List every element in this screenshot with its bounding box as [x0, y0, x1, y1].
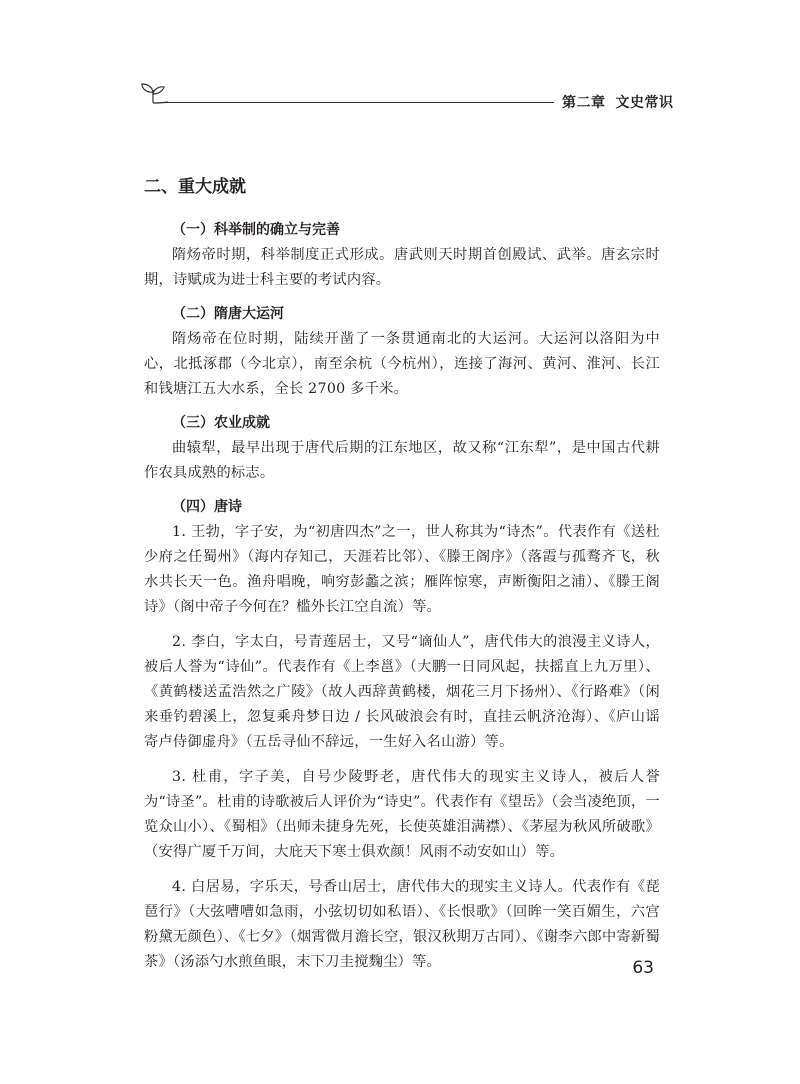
paragraph: 曲辕犁，最早出现于唐代后期的江东地区，故又称“江东犁”，是中国古代耕作农具成熟的标志。: [144, 440, 660, 481]
subsection-canal: [144, 303, 660, 402]
paragraph-wang-bo: 1. 王勃，字子安，为“初唐四杰”之一，世人称其为“诗杰”。代表作有《送杜少府之任蜀州》（海内存知己，天涯若比邻）、《滕王阁序》（落霞与孤鹜齐飞，秋水共长天一色。渔舟唱晚，响穷彭蠡之滨；雁阵惊寒，声断衡阳之浦）、《滕王阁诗》（阁中帝子今何在？槛外长江空自流）等。: [144, 524, 660, 615]
subsection-keju: [144, 219, 660, 293]
paragraph-li-bai: 2. 李白，字太白，号青莲居士，又号“谪仙人”，唐代伟大的浪漫主义诗人，被后人誉为“诗仙”。代表作有《上李邕》（大鹏一日同风起，扶摇直上九万里）、《黄鹤楼送孟浩然之广陵》（故人西辞黄鹤楼，烟花三月下扬州）、《行路难》（闲来垂钓碧溪上，忽复乘舟梦日边 / 长风破浪会有时，直挂云帆济沧海）、《庐山谣寄卢侍御虚舟》（五岳寻仙不辞远，一生好入名山游）等。: [144, 634, 660, 750]
chapter-title: 文史常识: [615, 95, 674, 111]
page-content: [144, 172, 660, 985]
running-header: [140, 80, 674, 120]
paragraph-bai-juyi: 4. 白居易，字乐天，号香山居士，唐代伟大的现实主义诗人。代表作有《琵琶行》（大弦嘈嘈如急雨，小弦切切如私语）、《长恨歌》（回眸一笑百媚生，六宫粉黛无颜色）、《七夕》（烟霄微月澹长空，银汉秋期万古同）、《谢李六郎中寄新蜀茶》（汤添勺水煎鱼眼，末下刀圭搅麴尘）等。: [144, 879, 660, 970]
subsection-heading: （四）唐诗: [172, 499, 242, 515]
paragraph: 隋炀帝在位时期，陆续开凿了一条贯通南北的大运河。大运河以洛阳为中心，北抵涿郡（今北京），南至余杭（今杭州），连接了海河、黄河、淮河、长江和钱塘江五大水系，全长 2700 多千米。: [144, 331, 660, 397]
subsection-heading: （二）隋唐大运河: [172, 306, 284, 322]
header-rule: [166, 102, 554, 103]
subsection-agriculture: [144, 412, 660, 486]
subsection-heading: （三）农业成就: [172, 415, 270, 431]
chapter-label: [562, 92, 674, 112]
subsection-tang-poetry: [144, 496, 660, 975]
subsection-heading: （一）科举制的确立与完善: [172, 222, 340, 238]
paragraph-du-fu: 3. 杜甫，字子美，自号少陵野老，唐代伟大的现实主义诗人，被后人誉为“诗圣”。杜甫的诗歌被后人评价为“诗史”。代表作有《望岳》（会当凌绝顶，一览众山小）、《蜀相》（出师未捷身先死，长使英雄泪满襟）、《茅屋为秋风所破歌》（安得广厦千万间，大庇天下寒士俱欢颜！风雨不动安如山）等。: [144, 769, 660, 860]
section-title: 二、重大成就: [144, 177, 246, 197]
paragraph: 隋炀帝时期，科举制度正式形成。唐武则天时期首创殿试、武举。唐玄宗时期，诗赋成为进士科主要的考试内容。: [144, 247, 660, 288]
chapter-number: 第二章: [562, 95, 606, 111]
page-number: 63: [632, 958, 654, 978]
